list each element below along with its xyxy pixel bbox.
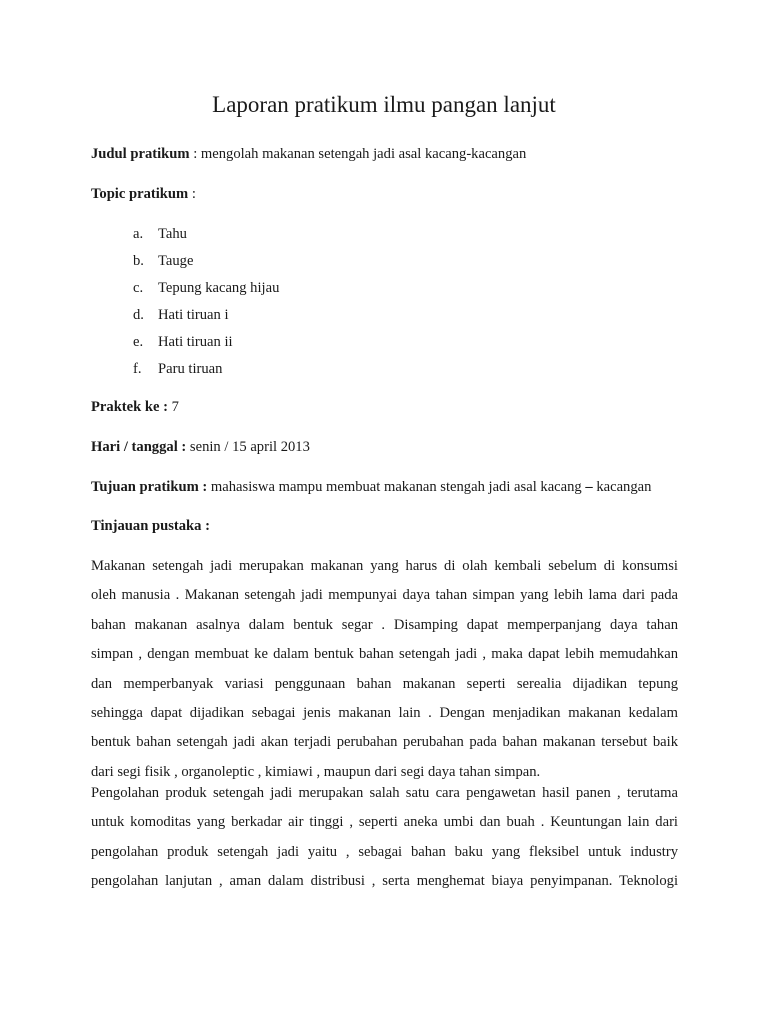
list-item-text: Tahu <box>158 226 187 242</box>
paragraph-1 <box>91 552 678 787</box>
tujuan-label: Tujuan pratikum : <box>91 479 208 495</box>
list-marker: d. <box>133 307 144 323</box>
list-item-text: Hati tiruan ii <box>158 334 233 350</box>
tujuan-value-end: kacangan <box>592 479 652 495</box>
tujuan-dash: – <box>585 479 593 495</box>
hari-field <box>91 439 310 456</box>
paragraph-line: Makanan setengah jadi merupakan makanan yang harus di olah kembali sebelum di konsumsi <box>91 558 678 574</box>
praktek-label: Praktek ke : <box>91 399 169 415</box>
list-item-text: Tauge <box>158 253 194 269</box>
tinjauan-label: Tinjauan pustaka : <box>91 518 210 534</box>
paragraph-line: dari segi fisik , organoleptic , kimiawi , maupun dari segi daya tahan simpan. <box>91 763 541 780</box>
topic-value: : <box>188 186 196 202</box>
document-title: Laporan pratikum ilmu pangan lanjut <box>212 92 556 117</box>
judul-value: : mengolah makanan setengah jadi asal kacang-kacangan <box>189 146 527 162</box>
paragraph-line: dan memperbanyak variasi penggunaan bahan makanan seperti serealia dijadikan tepung <box>91 675 678 692</box>
paragraph-line: sehingga dapat dijadikan sebagai jenis makanan lain . Dengan menjadikan makanan kedalam <box>91 704 678 721</box>
hari-label: Hari / tanggal : <box>91 439 187 455</box>
praktek-value: 7 <box>168 399 179 415</box>
list-item <box>133 279 279 306</box>
list-marker: b. <box>133 253 144 269</box>
paragraph-line: pengolahan produk setengah jadi yaitu , sebagai bahan baku yang fleksibel untuk industry <box>91 843 678 860</box>
list-item <box>133 225 279 252</box>
list-item <box>133 306 279 333</box>
paragraph-line: untuk komoditas yang berkadar air tinggi , seperti aneka umbi dan buah . Keuntungan lain dari <box>91 814 678 831</box>
hari-value: senin / 15 april 2013 <box>186 439 310 455</box>
judul-label: Judul pratikum <box>91 146 190 162</box>
list-marker: f. <box>133 361 142 377</box>
tujuan-value: mahasiswa mampu membuat makanan stengah jadi asal kacang <box>207 479 586 495</box>
list-marker: a. <box>133 226 144 242</box>
paragraph-line: bentuk bahan setengah jadi akan terjadi perubahan perubahan pada bahan makanan tersebut baik <box>91 734 678 751</box>
paragraph-line: bahan makanan asalnya dalam bentuk segar . Disamping dapat memperpanjang daya tahan <box>91 616 678 633</box>
topic-list <box>133 225 279 387</box>
paragraph-line: simpan , dengan membuat ke dalam bentuk bahan setengah jadi , maka dapat lebih memudahkan <box>91 646 678 663</box>
topic-label: Topic pratikum <box>91 186 189 202</box>
paragraph-line: oleh manusia . Makanan setengah jadi mempunyai daya tahan simpan yang lebih lama dari pada <box>91 587 678 604</box>
judul-field <box>91 146 526 163</box>
list-item <box>133 360 279 387</box>
list-item-text: Paru tiruan <box>158 361 223 377</box>
list-item-text: Tepung kacang hijau <box>158 280 280 296</box>
tinjauan-field <box>91 518 210 535</box>
list-item <box>133 252 279 279</box>
paragraph-line: pengolahan lanjutan , aman dalam distribusi , serta menghemat biaya penyimpanan. Teknologi <box>91 873 678 890</box>
praktek-field <box>91 399 179 416</box>
tujuan-field <box>91 479 651 496</box>
list-item-text: Hati tiruan i <box>158 307 229 323</box>
list-marker: c. <box>133 280 144 296</box>
paragraph-line: Pengolahan produk setengah jadi merupakan salah satu cara pengawetan hasil panen , terutama <box>91 785 678 801</box>
list-item <box>133 333 279 360</box>
topic-field <box>91 186 196 203</box>
list-marker: e. <box>133 334 144 350</box>
paragraph-2 <box>91 779 678 897</box>
